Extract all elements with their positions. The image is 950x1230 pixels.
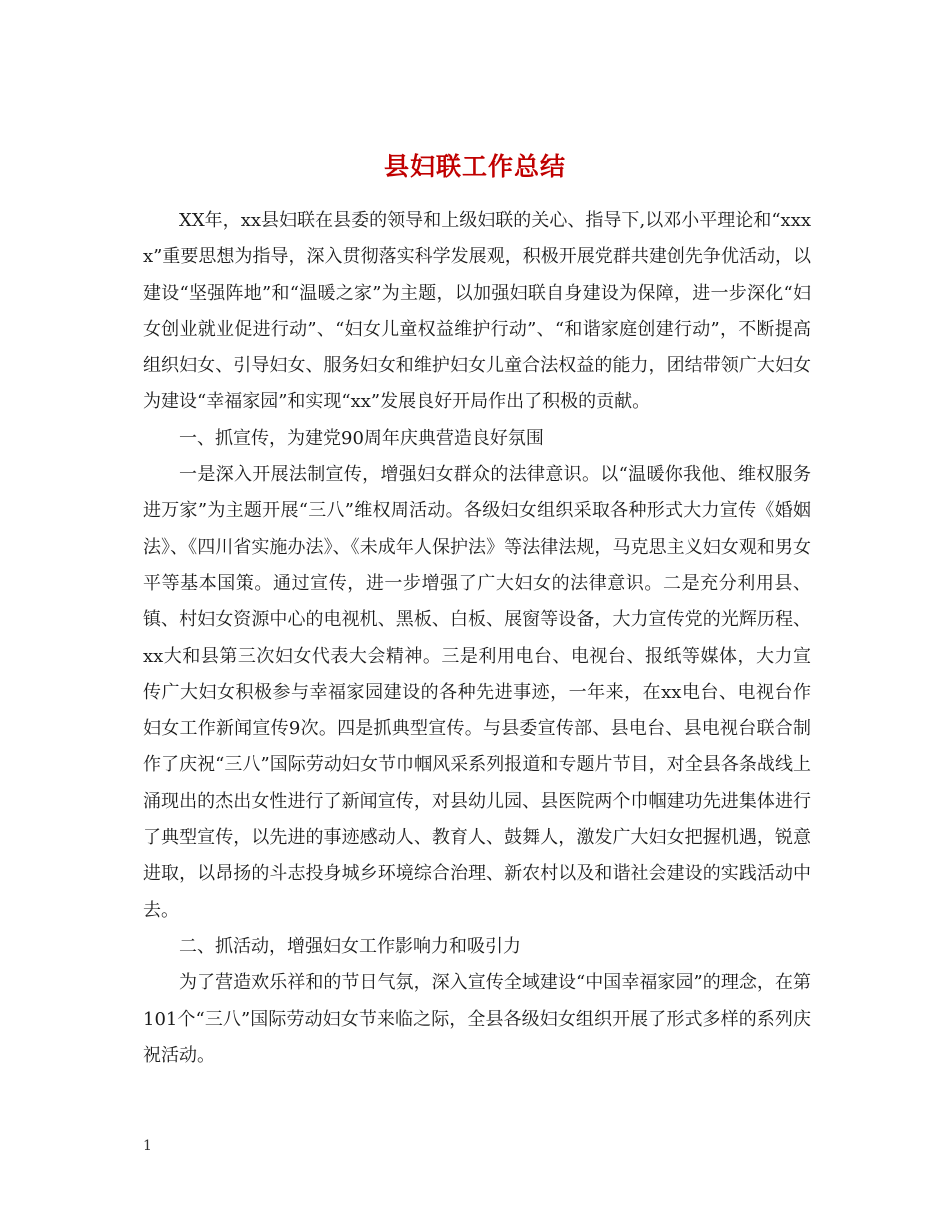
- section-2-paragraph: 为了营造欢乐祥和的节日气氛，深入宣传全域建设“中国幸福家园”的理念，在第 101个“三八”国际劳动妇女节来临之际，全县各级妇女组织开展了形式多样的系列庆祝活动。: [143, 972, 811, 1066]
- document-title: 县妇联工作总结: [383, 151, 566, 181]
- document-body: [143, 203, 811, 1074]
- section-heading-1: 一、抓宣传，为建党90周年庆典营造良好氛围: [179, 427, 544, 449]
- intro-paragraph: XX年，xx县妇联在县委的领导和上级妇联的关心、指导下,以邓小平理论和“xxxx”重要思想为指导，深入贯彻落实科学发展观，积极开展党群共建创先争优活动，以建设“坚强阵地”和“温暖之家”为主题，以加强妇联自身建设为保障，进一步深化“妇女创业就业促进行动”、“妇女儿童权益维护行动”、“和谐家庭创建行动”，不断提高组织妇女、引导妇女、服务妇女和维护妇女儿童合法权益的能力，团结带领广大妇女为建设“幸福家园”和实现“xx”发展良好开局作出了积极的贡献。: [143, 210, 811, 413]
- section-heading-2: 二、抓活动，增强妇女工作影响力和吸引力: [179, 935, 521, 957]
- section-1-paragraph: 一是深入开展法制宣传，增强妇女群众的法律意识。以“温暖你我他、维权服务进万家”为主题开展“三八”维权周活动。各级妇女组织采取各种形式大力宣传《婚姻法》、《四川省实施办法》、《未成年人保护法》等法律法规，马克思主义妇女观和男女平等基本国策。通过宣传，进一步增强了广大妇女的法律意识。二是充分利用县、镇、村妇女资源中心的电视机、黑板、白板、展窗等设备，大力宣传党的光辉历程、xx大和县第三次妇女代表大会精神。三是利用电台、电视台、报纸等媒体，大力宣传广大妇女积极参与幸福家园建设的各种先进事迹，一年来，在xx电台、电视台作妇女工作新闻宣传9次。四是抓典型宣传。与县委宣传部、县电台、县电视台联合制作了庆祝“三八”国际劳动妇女节巾帼风采系列报道和专题片节目，对全县各条战线上涌现出的杰出女性进行了新闻宣传，对县幼儿园、县医院两个巾帼建功先进集体进行了典型宣传，以先进的事迹感动人、教育人、鼓舞人，激发广大妇女把握机遇，锐意进取，以昂扬的斗志投身城乡环境综合治理、新农村以及和谐社会建设的实践活动中去。: [143, 464, 811, 921]
- page-number: 1: [143, 1138, 152, 1154]
